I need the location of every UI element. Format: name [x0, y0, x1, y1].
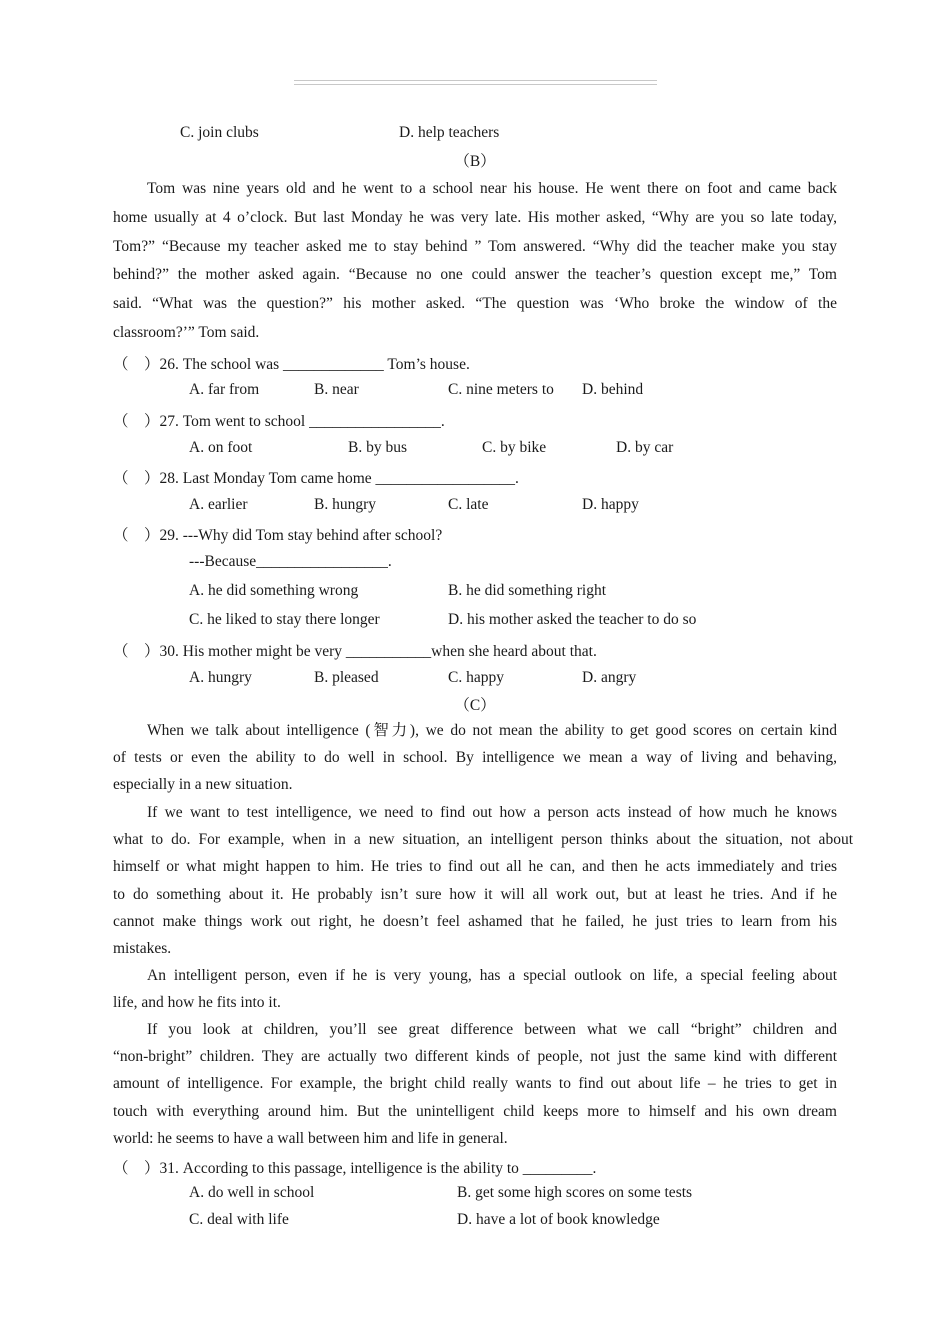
passage-line: himself or what might happen to him. He tries to find out all he can, and then he acts immediately and tries [113, 858, 837, 876]
option-a: A. earlier [189, 496, 248, 513]
passage-line: “non-bright” children. They are actually two different kinds of people, not just the same kind with different [113, 1048, 837, 1066]
option-d: D. happy [582, 496, 639, 513]
passage-line: cannot make things work out right, he doesn’t feel ashamed that he failed, he just tries to learn from his [113, 912, 837, 930]
question-29-sub: ---Because_________________. [189, 553, 392, 570]
question-28: （ ）28. Last Monday Tom came home __________________. [113, 470, 519, 487]
header-rule [294, 80, 657, 85]
passage-line: classroom?’” Tom said. [113, 323, 260, 341]
question-31: （ ）31. According to this passage, intelligence is the ability to _________. [113, 1160, 597, 1177]
option-c: C. late [448, 496, 489, 513]
option-a: A. far from [189, 381, 260, 398]
passage-line: home usually at 4 o’clock. But last Monday he was very late. His mother asked, “Why are you so late today, [113, 208, 837, 226]
question-26: （ ）26. The school was _____________ Tom’s house. [113, 356, 470, 373]
option-b: B. get some high scores on some tests [457, 1184, 693, 1201]
section-b-label: （B） [454, 153, 496, 170]
option-d: D. his mother asked the teacher to do so [448, 611, 697, 628]
option-b: B. hungry [314, 496, 376, 513]
passage-b [113, 175, 837, 348]
passage-c-paragraph-1 [113, 717, 837, 799]
passage-line: amount of intelligence. For example, the bright child really wants to find out about life – he tries to get in [113, 1075, 837, 1093]
passage-line: of tests or even the ability to do well in school. By intelligence we mean a way of living and behaving, [113, 749, 837, 767]
passage-line: If we want to test intelligence, we need to find out how a person acts instead of how much he knows [147, 804, 837, 821]
passage-line: world: he seems to have a wall between him and life in general. [113, 1129, 508, 1147]
option-b: B. he did something right [448, 582, 607, 599]
question-29: （ ）29. ---Why did Tom stay behind after school? [113, 527, 443, 544]
passage-line: said. “What was the question?” his mother asked. “The question was ‘Who broke the window of the [113, 295, 837, 313]
passage-line: touch with everything around him. But the unintelligent child keeps more to himself and his own dream [113, 1102, 837, 1120]
passage-line: behind?” the mother asked again. “Because no one could answer the teacher’s question except me,” Tom [113, 266, 837, 284]
option-d: D. by car [616, 439, 674, 456]
option-c: C. nine meters to [448, 381, 554, 398]
section-c-label: （C） [454, 697, 496, 714]
passage-line: mistakes. [113, 939, 172, 957]
prev-option-d: D. help teachers [399, 124, 500, 141]
passage-c-paragraph-2 [113, 799, 853, 962]
passage-line: Tom?” “Because my teacher asked me to stay behind ” Tom answered. “Why did the teacher make you stay [113, 237, 837, 255]
option-c: C. by bike [482, 439, 547, 456]
option-b: B. pleased [314, 669, 379, 686]
option-c: C. he liked to stay there longer [189, 611, 380, 628]
option-c: C. happy [448, 669, 504, 686]
option-a: A. on foot [189, 439, 253, 456]
option-a: A. do well in school [189, 1184, 315, 1201]
option-d: D. behind [582, 381, 644, 398]
option-a: A. hungry [189, 669, 252, 686]
passage-line: life, and how he fits into it. [113, 994, 281, 1012]
prev-option-c: C. join clubs [180, 124, 259, 141]
passage-line: especially in a new situation. [113, 776, 293, 794]
question-27: （ ）27. Tom went to school _________________. [113, 413, 445, 430]
option-d: D. have a lot of book knowledge [457, 1211, 660, 1228]
passage-line: When we talk about intelligence (智力), we do not mean the ability to get good scores on certain kind [147, 722, 837, 739]
passage-line: to do something about it. He probably isn’t sure how it will all work out, but at least he tries. And if he [113, 885, 837, 903]
option-d: D. angry [582, 669, 637, 686]
passage-c-paragraph-3 [113, 962, 837, 1016]
option-b: B. by bus [348, 439, 407, 456]
option-b: B. near [314, 381, 359, 398]
passage-c-paragraph-4 [113, 1016, 837, 1152]
passage-line: If you look at children, you’ll see great difference between what we call “bright” children and [147, 1021, 837, 1038]
passage-line: An intelligent person, even if he is very young, has a special outlook on life, a special feeling about [147, 967, 837, 984]
passage-line: what to do. For example, when in a new situation, an intelligent person thinks about the situation, not about [113, 831, 853, 849]
option-c: C. deal with life [189, 1211, 289, 1228]
option-a: A. he did something wrong [189, 582, 359, 599]
passage-line: Tom was nine years old and he went to a school near his house. He went there on foot and came back [147, 180, 837, 197]
question-30: （ ）30. His mother might be very ___________when she heard about that. [113, 643, 597, 660]
